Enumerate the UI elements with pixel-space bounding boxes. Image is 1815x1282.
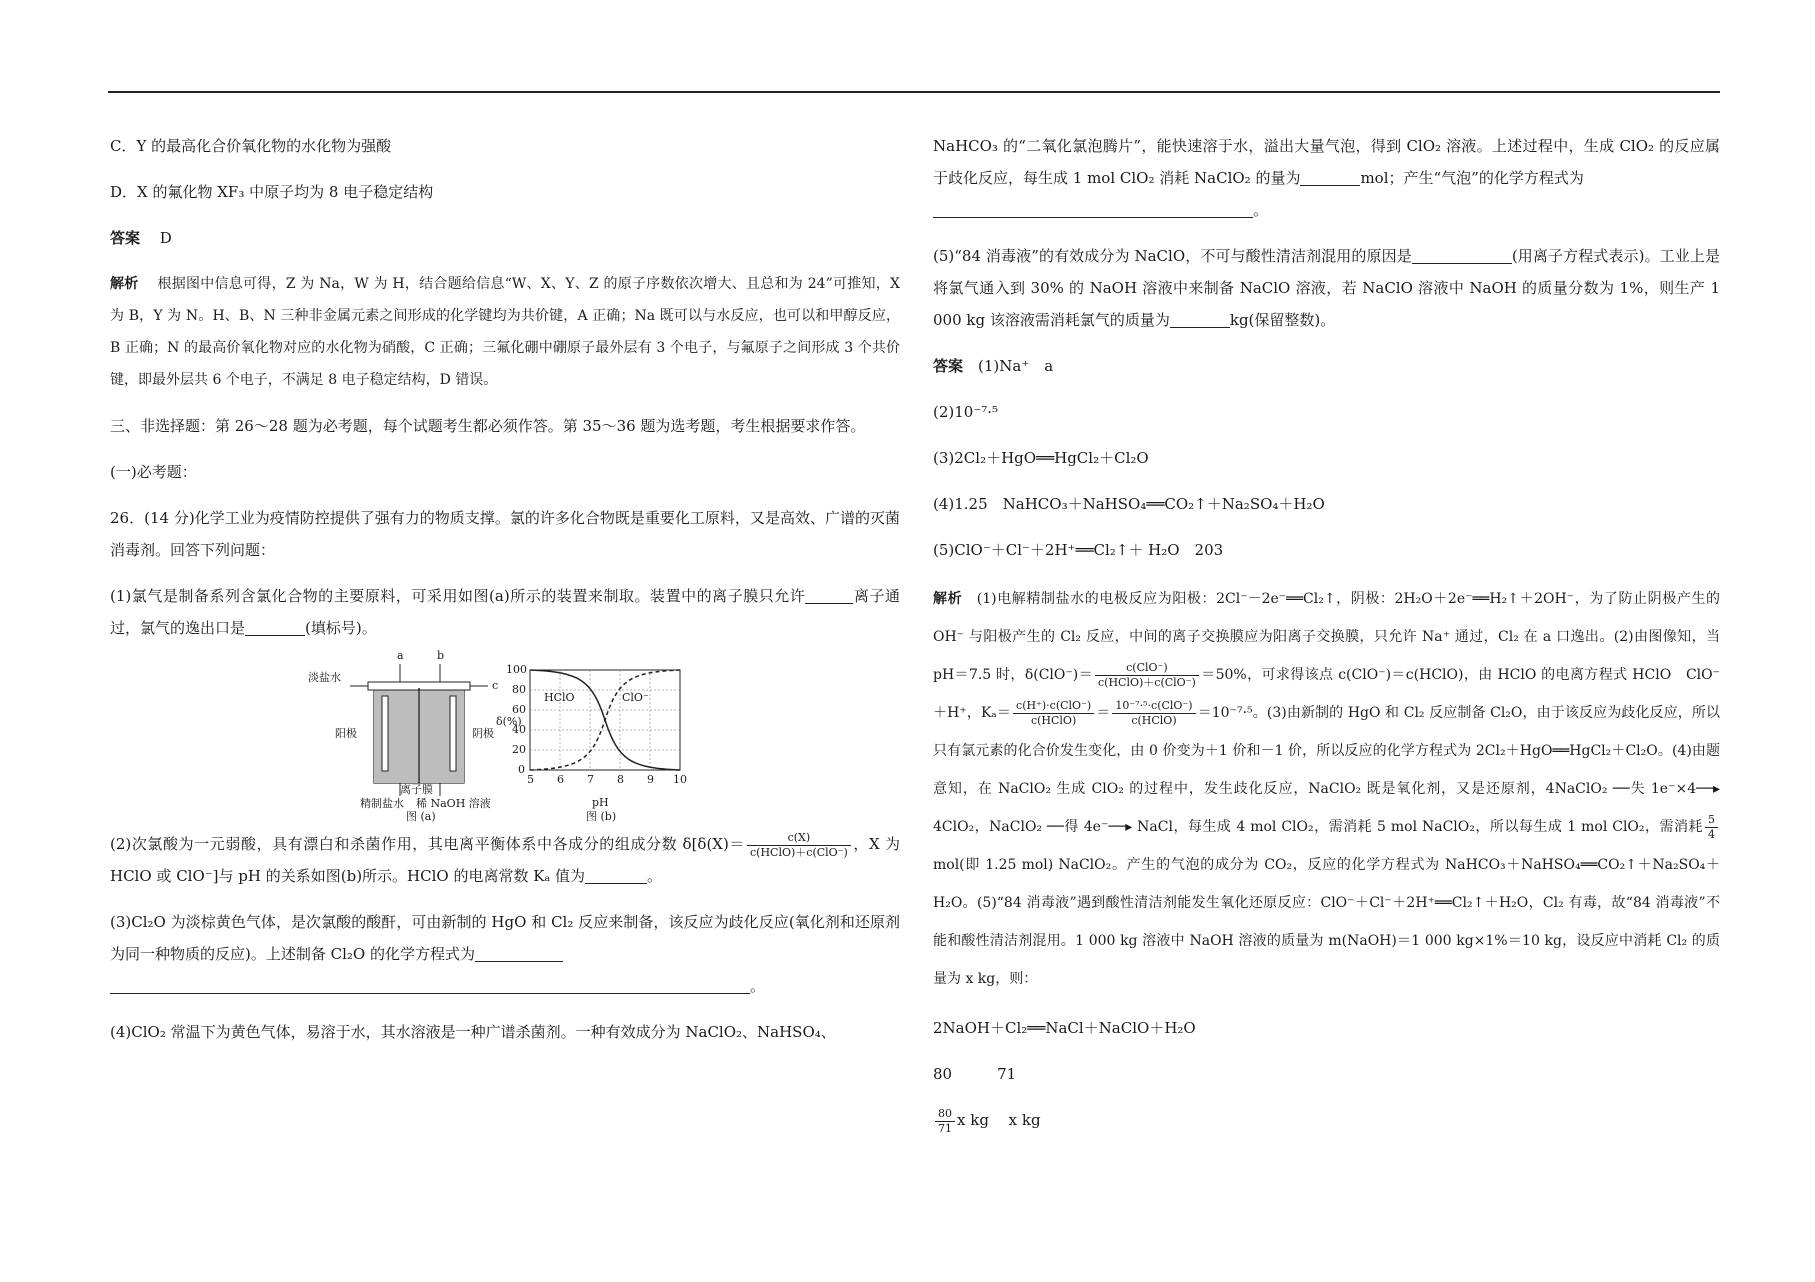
equation-vars-text: x kg x kg (957, 1111, 1041, 1129)
question-2 (110, 828, 900, 892)
q3-text: (3)Cl₂O 为淡棕黄色气体，是次氯酸的酸酐，可由新制的 HgO 和 Cl₂ 反应来制备，该反应为歧化反应(氧化剂和还原剂为同一种物质的反应)。上述制备 Cl₂O 的化学方程式为 (110, 913, 900, 963)
fraction-1 (1095, 661, 1199, 690)
x-tick-10: 10 (673, 773, 687, 786)
analysis-right-3: ＝10⁻⁷·⁵。(3)由新制的 HgO 和 Cl₂ 反应制备 Cl₂O，由于该反应为歧化反应，所以只有氯元素的化合价发生变化，由 0 价变为＋1 价和－1 价，所以反应的化学方程式为 2Cl₂＋HgO══HgCl₂＋Cl₂O。(4)由题意知，在 NaClO₂ 生成 ClO₂ 的过程中，发生歧化反应，NaClO₂ 既是氧化剂，又是还原剂， (933, 705, 1720, 797)
analysis-paragraph (110, 268, 900, 396)
caption-b: 图 (b) (586, 810, 617, 823)
x-tick-6: 6 (557, 773, 564, 786)
label-cathode: 阴极 (472, 727, 494, 740)
analysis-label: 解析 (110, 276, 139, 292)
figure-drawing (330, 658, 700, 818)
answer-4: (4)1.25 NaHCO₃＋NaHSO₄══CO₂↑＋Na₂SO₄＋H₂O (933, 495, 1325, 513)
q2-fraction (747, 831, 851, 860)
y-tick-100: 100 (506, 663, 527, 676)
fraction-5 (935, 1107, 955, 1136)
fraction-3 (1112, 699, 1195, 728)
q26-intro: 26．(14 分)化学工业为疫情防控提供了强有力的物质支撑。氯的许多化合物既是重要化工原料，又是高效、广谱的灭菌消毒剂。回答下列问题： (110, 509, 900, 559)
q5-text-a: (5)“84 消毒液”的有效成分为 NaClO，不可与酸性清洁剂混用的原因是 (933, 247, 1412, 265)
option-d: D．X 的氟化物 XF₃ 中原子均为 8 电子稳定结构 (110, 183, 434, 201)
q1-blank-2 (245, 617, 305, 636)
answer-line (110, 222, 900, 254)
q4-end: 。 (1253, 201, 1269, 219)
cell-right-fill (420, 688, 464, 783)
frac1-num: c(ClO⁻) (1095, 661, 1199, 676)
frac4-den: 4 (1707, 827, 1715, 841)
q5-text-c: kg(保留整数)。 (1229, 311, 1336, 329)
equation-masses: 80 71 (933, 1065, 1017, 1083)
q2-text-c: 。 (647, 867, 663, 885)
clo-curve (530, 670, 680, 770)
frac1-den: c(HClO)＋c(ClO⁻) (1098, 675, 1196, 689)
frac3-den: c(HClO) (1131, 713, 1177, 727)
analysis-right-5: mol(即 1.25 mol) NaClO₂。产生的气泡的成分为 CO₂，反应的化学方程式为 NaHCO₃＋NaHSO₄══CO₂↑＋Na₂SO₄＋H₂O。(5)“84 消毒液”遇到酸性清洁剂能发生氧化还原反应：ClO⁻＋Cl⁻＋2H⁺══Cl₂↑＋H₂O，Cl₂ 有毒，故“84 消毒液”不能和酸性清洁剂混用。1 000 kg 溶液中 NaOH 溶液的质量为 m(NaOH)＝1 000 kg×1%＝10 kg，设反应中消耗 Cl₂ 的质量为 x kg，则： (933, 857, 1720, 987)
q4-blank-2 (933, 199, 1253, 218)
q4-text-b: NaHCO₃ 的“二氧化氯泡腾片”，能快速溶于水，溢出大量气泡，得到 ClO₂ 溶液。上述过程中，生成 ClO₂ 的反应属于歧化反应，每生成 1 mol ClO₂ 消耗 NaClO₂ 的量为 (933, 137, 1720, 187)
analysis-label-right: 解析 (933, 591, 963, 607)
frac2-den: c(HClO) (1030, 713, 1077, 727)
frac5-den: 71 (938, 1121, 952, 1135)
left-column (110, 130, 900, 1062)
analysis-right-2: ＝50%，可求得该点 c(ClO⁻)＝c(HClO)，由 HClO 的电离方程式 HClO ClO⁻＋H⁺，Kₐ＝ (933, 667, 1721, 721)
section-three: 三、非选择题：第 26～28 题为必考题，每个试题考生都必须作答。第 35～36 题为选考题，考生根据要求作答。 (110, 417, 866, 435)
y-tick-80: 80 (512, 683, 526, 696)
question-3 (110, 906, 900, 1002)
label-anode: 阳极 (335, 727, 357, 740)
figure-electrolysis-and-graph (308, 649, 700, 823)
q5-blank-2 (1170, 309, 1230, 328)
label-c: c (492, 679, 499, 692)
y-axis-label: δ(%) (496, 715, 522, 728)
q3-blank-1 (475, 943, 563, 962)
right-column (933, 130, 1720, 1150)
x-tick-5: 5 (527, 773, 534, 786)
fraction-4 (1705, 813, 1718, 842)
anode-rod (382, 696, 388, 771)
q4-blank-1 (1300, 167, 1360, 186)
q2-text-a: (2)次氯酸为一元弱酸，具有漂白和杀菌作用，其电离平衡体系中各成分的组成分数 δ[δ(X)＝ (110, 835, 745, 853)
x-tick-8: 8 (617, 773, 624, 786)
frac5-num: 80 (935, 1107, 955, 1122)
q5-blank-1 (1412, 245, 1512, 264)
cell-left-fill (374, 688, 418, 783)
question-5 (933, 240, 1720, 336)
label-naoh: 稀 NaOH 溶液 (416, 797, 491, 810)
label-b: b (437, 649, 445, 662)
frac4-num: 5 (1705, 813, 1718, 828)
x-tick-7: 7 (587, 773, 594, 786)
y-tick-20: 20 (512, 743, 526, 756)
cathode-rod (450, 696, 456, 771)
redox-equation: 4NaClO₂ ──失 1e⁻×4──▸ 4ClO₂，NaClO₂ ──得 4e⁻──▸ NaCl (933, 781, 1721, 835)
option-c: C．Y 的最高化合价氧化物的水化物为强酸 (110, 137, 392, 155)
analysis-right-1: (1)电解精制盐水的电极反应为阳极：2Cl⁻－2e⁻══Cl₂↑，阴极：2H₂O＋2e⁻══H₂↑＋2OH⁻，为了防止阴极产生的 OH⁻ 与阳极产生的 Cl₂ 反应，中间的离子交换膜应为阳离子交换膜，只允许 Na⁺ 通过，Cl₂ 在 a 口逸出。(2)由图像知，当 pH＝7.5 时，δ(ClO⁻)＝ (933, 591, 1721, 683)
analysis-text: 根据图中信息可得，Z 为 Na，W 为 H，结合题给信息“W、X、Y、Z 的原子序数依次增大、且总和为 24”可推知，X 为 B，Y 为 N。H、B、N 三种非金属元素之间形成的化学键均为共价键，A 正确；Na 既可以与水反应，也可以和甲醇反应，B 正确；N 的最高价氧化物对应的水化物为硝酸，C 正确；三氟化硼中硼原子最外层有 3 个电子，与氟原子之间形成 3 个共价键，即最外层共 6 个电子，不满足 8 电子稳定结构，D 错误。 (110, 276, 901, 388)
answer-3: (3)2Cl₂＋HgO══HgCl₂＋Cl₂O (933, 449, 1149, 467)
q2-frac-den: c(HClO)＋c(ClO⁻) (750, 845, 848, 859)
label-brine-out: 淡盐水 (308, 671, 341, 684)
y-tick-60: 60 (512, 703, 526, 716)
series-hclo-label: HClO (544, 691, 575, 704)
label-brine-in: 精制盐水 (360, 797, 404, 810)
question-4-start: (4)ClO₂ 常温下为黄色气体，易溶于水，其水溶液是一种广谱杀菌剂。一种有效成分为 NaClO₂、NaHSO₄、 (110, 1023, 836, 1041)
q1-text-a: (1)氯气是制备系列含氯化合物的主要原料，可采用如图(a)所示的装置来制取。装置中的离子膜只允许 (110, 587, 806, 605)
answer-value: D (159, 229, 172, 247)
answer-1-text: (1)Na⁺ a (978, 357, 1054, 375)
equation-line: 2NaOH＋Cl₂══NaCl＋NaClO＋H₂O (933, 1019, 1196, 1037)
q2-text-b: ，X 为 HClO 或 ClO⁻]与 pH 的关系如图(b)所示。HClO 的电离常数 Kₐ 值为 (110, 835, 900, 885)
required-heading: (一)必考题： (110, 463, 197, 481)
analysis-right-2b: ＝ (1096, 705, 1111, 721)
caption-a: 图 (a) (406, 810, 436, 823)
q1-blank-1 (805, 585, 853, 604)
q4-text-c: mol；产生“气泡”的化学方程式为 (1360, 169, 1584, 187)
label-membrane: 离子膜 (400, 783, 433, 796)
y-tick-40: 40 (512, 723, 526, 736)
q1-text-b: 离子通过，氯气的逸出口是 (110, 587, 900, 637)
question-4-cont (933, 130, 1720, 226)
q5-text-b: (用离子方程式表示)。工业上是将氯气通入到 30% 的 NaOH 溶液中来制备 NaClO 溶液，若 NaClO 溶液中 NaOH 的质量分数为 1%，则生产 1 000 kg 该溶液需消耗氯气的质量为 (933, 247, 1720, 329)
series-clo-label: ClO⁻ (622, 691, 649, 704)
answer-2: (2)10⁻⁷·⁵ (933, 403, 999, 421)
answer-5: (5)ClO⁻＋Cl⁻＋2H⁺══Cl₂↑＋ H₂O 203 (933, 541, 1224, 559)
analysis-right (933, 580, 1720, 998)
q1-text-c: (填标号)。 (305, 619, 377, 637)
answer-1 (933, 350, 1720, 382)
equation-vars (933, 1104, 1720, 1136)
x-tick-9: 9 (647, 773, 654, 786)
q3-end: 。 (750, 977, 766, 995)
x-axis-label: pH (592, 796, 609, 809)
q2-frac-num: c(X) (747, 831, 851, 846)
label-a: a (397, 649, 404, 662)
answer-label: 答案 (110, 229, 141, 247)
q2-blank (585, 865, 647, 884)
y-tick-0: 0 (518, 763, 525, 776)
analysis-right-4: ，每生成 4 mol ClO₂，需消耗 5 mol NaClO₂，所以每生成 1 mol ClO₂，需消耗 (1172, 819, 1703, 835)
header-rule (108, 91, 1720, 93)
fraction-2 (1013, 699, 1094, 728)
answer-label-right: 答案 (933, 357, 964, 375)
frac2-num: c(H⁺)·c(ClO⁻) (1013, 699, 1094, 714)
q3-blank-2 (110, 975, 750, 994)
question-1 (110, 580, 900, 644)
frac3-num: 10⁻⁷·⁵·c(ClO⁻) (1112, 699, 1195, 714)
